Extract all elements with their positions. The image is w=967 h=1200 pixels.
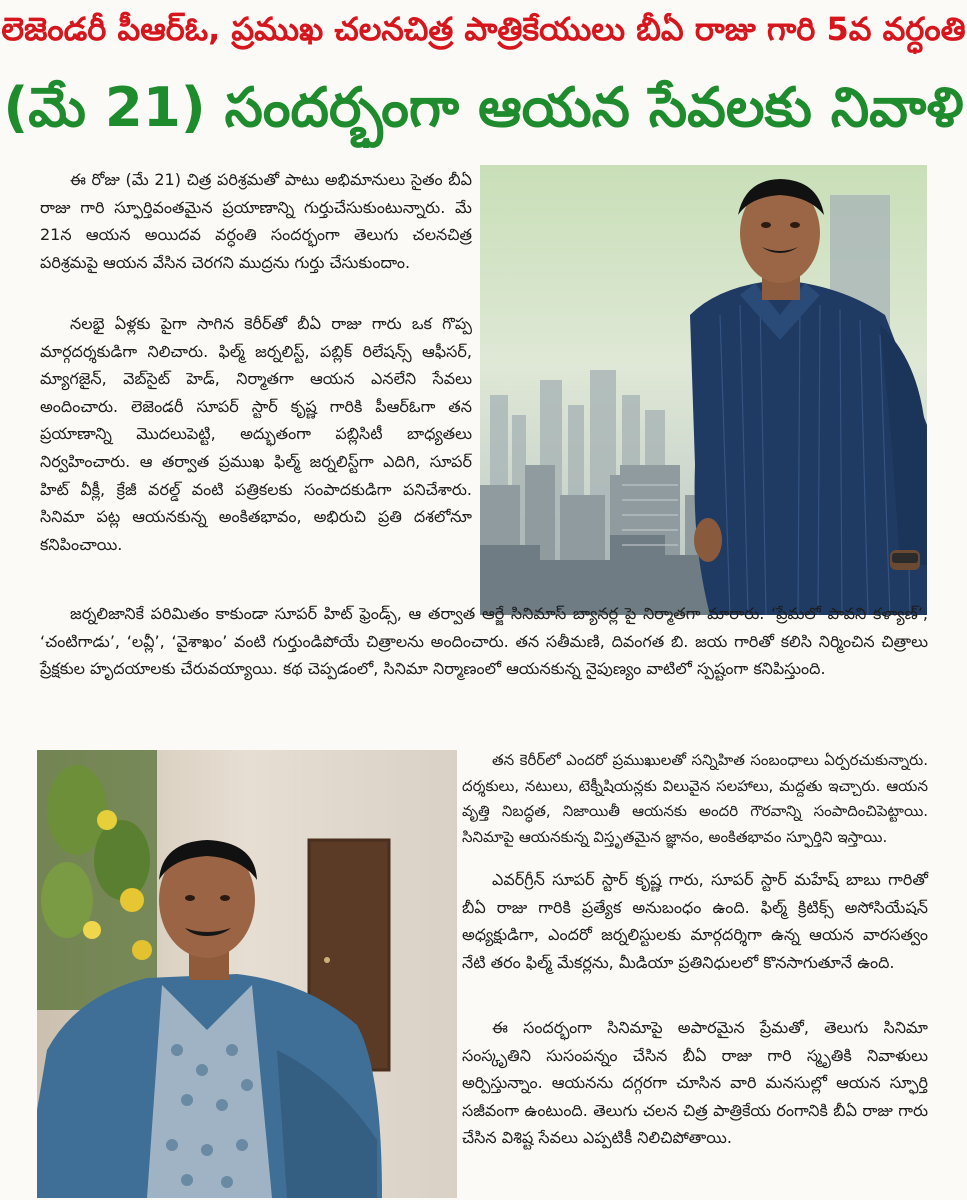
article-paragraph-1: ఈ రోజు (మే 21) చిత్ర పరిశ్రమతో పాటు అభిమానులు సైతం బీఏ రాజు గారి స్ఫూర్తివంతమైన ప్రయాణాన్ని గుర్తుచేసుకుంటున్నారు. మే 21న ఆయన అయిదవ వర్ధంతి సందర్భంగా తెలుగు చలనచిత్ర పరిశ్రమపై ఆయన వేసిన చెరగని ముద్రను గుర్తు చేసుకుందాం. [40,170,472,272]
article-paragraph-2: నలభై ఏళ్లకు పైగా సాగిన కెరీర్‌తో బీఏ రాజు గారు ఒక గొప్ప మార్గదర్శకుడిగా నిలిచారు. ఫిల్మ్ జర్నలిస్ట్, పబ్లిక్ రిలేషన్స్ ఆఫీసర్, మ్యాగజైన్, వెబ్‌సైట్ హెడ్, నిర్మాతగా ఆయన ఎనలేని సేవలు అందించారు. లెజెండరీ సూపర్ స్టార్ కృష్ణ గారికి పీఆర్ఓగా తన ప్రయాణాన్ని మొదలుపెట్టి, అద్భుతంగా పబ్లిసిటీ బాధ్యతలు నిర్వహించారు. ఆ తర్వాత ప్రముఖ ఫిల్మ్ జర్నలిస్ట్‌గా ఎదిగి, సూపర్ హిట్ వీక్లీ, క్రేజీ వరల్డ్ వంటి పత్రికలకు సంపాదకుడిగా పనిచేశారు. సినిమా పట్ల ఆయనకున్న అంకితభావం, అభిరుచి ప్రతి దశలోనూ కనిపించాయి. [40,314,472,554]
bottom-left-photo [37,750,457,1198]
article-paragraph-6: ఈ సందర్భంగా సినిమాపై అపారమైన ప్రేమతో, తెలుగు సినిమా సంస్కృతిని సుసంపన్నం చేసిన బీఏ రాజు గారి స్మృతికి నివాళులు అర్పిస్తున్నాం. ఆయనను దగ్గరగా చూసిన వారి మనసుల్లో ఆయన స్ఫూర్తి సజీవంగా ఉంటుంది. తెలుగు చలన చిత్ర పాత్రికేయ రంగానికి బీఏ రాజు గారు చేసిన విశిష్ట సేవలు ఎప్పటికీ నిలిచిపోతాయి. [462,1018,928,1148]
headline-line-1: లెజెండరీ పీఆర్ఓ, ప్రముఖ చలనచిత్ర పాత్రికేయులు బీఏ రాజు గారి 5వ వర్ధంతి [1,10,966,48]
portrait-photo-seated-indoor-icon [37,750,457,1198]
headline-line-2: (మే 21) సందర్భంగా ఆయన సేవలకు నివాళి [3,75,964,139]
top-right-photo [480,165,927,615]
article-paragraph-3: జర్నలిజానికే పరిమితం కాకుండా సూపర్ హిట్ ఫ్రెండ్స్, ఆ తర్వాత ఆర్జే సినిమాస్ బ్యానర్ల పై నిర్మాతగా మారారు. ‘ప్రేమలో పావని కళ్యాణ్’, ‘చంటిగాడు’, ‘లవ్లీ’, ‘వైశాఖం’ వంటి గుర్తుండిపోయే చిత్రాలను అందించారు. తన సతీమణి, దివంగత బి. జయ గారితో కలిసి నిర్మించిన చిత్రాలు ప్రేక్షకుల హృదయాలకు చేరువయ్యాయి. కథ చెప్పడంలో, సినిమా నిర్మాణంలో ఆయనకున్న నైపుణ్యం వాటిలో స్పష్టంగా కనిపిస్తుంది. [40,604,928,679]
portrait-photo-city-skyline-icon [480,165,927,615]
article-paragraph-4: తన కెరీర్‌లో ఎందరో ప్రముఖులతో సన్నిహిత సంబంధాలు ఏర్పరచుకున్నారు. దర్శకులు, నటులు, టెక్నీషియన్లకు విలువైన సలహాలు, మద్దతు ఇచ్చారు. ఆయన వృత్తి నిబద్ధత, నిజాయితీ ఆయనకు అందరి గౌరవాన్ని సంపాదించిపెట్టాయి. సినిమాపై ఆయనకున్న విస్తృతమైన జ్ఞానం, అంకితభావం స్ఫూర్తిని ఇస్తాయి. [462,751,928,846]
article-paragraph-5: ఎవర్‌గ్రీన్ సూపర్ స్టార్ కృష్ణ గారు, సూపర్ స్టార్ మహేష్ బాబు గారితో బీఏ రాజు గారికి ప్రత్యేక అనుబంధం ఉంది. ఫిల్మ్ క్రిటిక్స్ అసోసియేషన్ అధ్యక్షుడిగా, ఎందరో జర్నలిస్టులకు మార్గదర్శిగా ఉన్న ఆయన వారసత్వం నేటి తరం ఫిల్మ్ మేకర్లను, మీడియా ప్రతినిధులలో కొనసాగుతూనే ఉంది. [462,870,928,972]
